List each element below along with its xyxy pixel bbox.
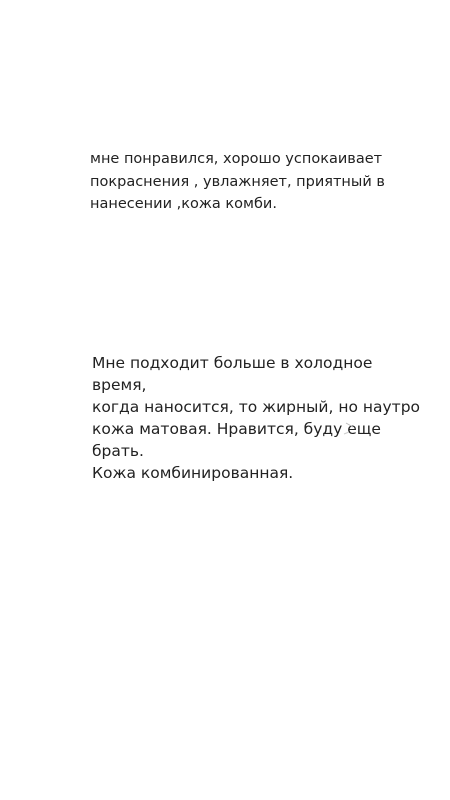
- decorative-tick-mark: [343, 420, 357, 436]
- review-text-1: мне понравился, хорошо успокаивает покраснения , увлажняет, приятный в нанесении ,кожа комби.: [90, 151, 385, 212]
- review-text-2: Мне подходит больше в холодное время, когда наносится, то жирный, но наутро кожа матовая. Нравится, буду еще брать. Кожа комбинированная.: [92, 354, 421, 482]
